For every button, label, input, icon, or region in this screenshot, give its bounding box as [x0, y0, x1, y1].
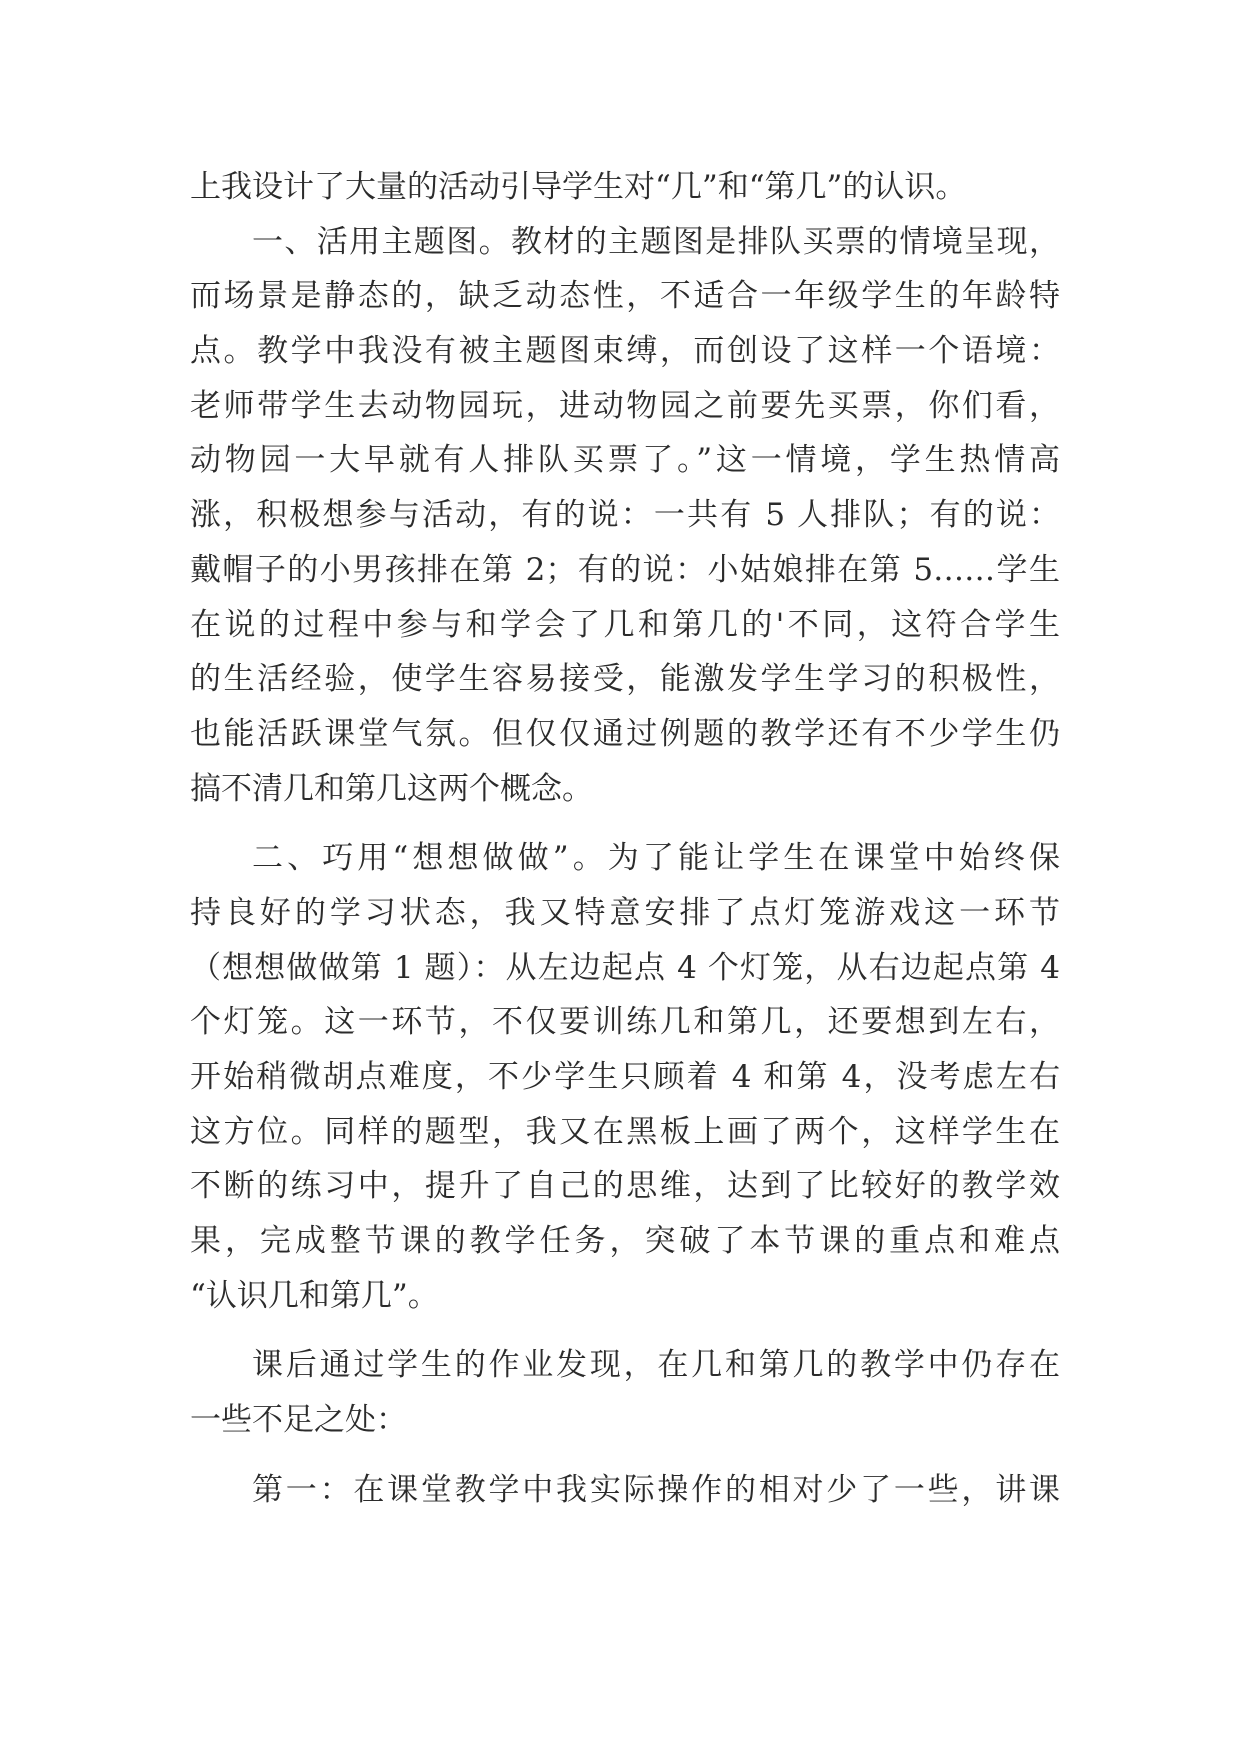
text-line: 搞不清几和第几这两个概念。: [190, 770, 593, 807]
body-text: [190, 160, 1060, 1518]
text-line: 上我设计了大量的活动引导学生对“几”和“第几”的认识。: [190, 169, 967, 205]
text-line: 个灯笼。这一环节，不仅要训练几和第几，还要想到左右，: [190, 1004, 1060, 1041]
text-line: 在说的过程中参与和学会了几和第几的'不同，这符合学生: [190, 606, 1060, 643]
text-line: 涨，积极想参与活动，有的说：一共有 5 人排队；有的说：: [190, 497, 1060, 534]
text-line: 课后通过学生的作业发现，在几和第几的教学中仍存在: [252, 1347, 1060, 1384]
text-line: 也能活跃课堂气氛。但仅仅通过例题的教学还有不少学生仍: [190, 715, 1060, 752]
text-line: 果，完成整节课的教学任务，突破了本节课的重点和难点: [190, 1223, 1060, 1260]
text-line: 戴帽子的小男孩排在第 2；有的说：小姑娘排在第 5……学生: [190, 551, 1060, 588]
text-line: 点。教学中我没有被主题图束缚，而创设了这样一个语境：: [190, 333, 1060, 370]
text-line: 一、活用主题图。教材的主题图是排队买票的情境呈现，: [252, 223, 1060, 260]
text-line: “认识几和第几”。: [190, 1277, 439, 1314]
text-line: 不断的练习中，提升了自己的思维，达到了比较好的教学效: [190, 1168, 1060, 1205]
text-line: 这方位。同样的题型，我又在黑板上画了两个，这样学生在: [190, 1113, 1060, 1150]
text-line: （想想做做第 1 题）：从左边起点 4 个灯笼，从右边起点第 4: [190, 949, 1060, 986]
text-line: 持良好的学习状态，我又特意安排了点灯笼游戏这一环节: [190, 894, 1060, 931]
text-line: 第一：在课堂教学中我实际操作的相对少了一些，讲课: [252, 1471, 1060, 1508]
text-line: 老师带学生去动物园玩，进动物园之前要先买票，你们看，: [190, 387, 1060, 424]
text-line: 的生活经验，使学生容易接受，能激发学生学习的积极性，: [190, 661, 1060, 698]
text-line: 动物园一大早就有人排队买票了。”这一情境，学生热情高: [190, 442, 1060, 479]
text-line: 二、巧用“想想做做”。为了能让学生在课堂中始终保: [252, 840, 1060, 877]
text-line: 一些不足之处：: [190, 1402, 407, 1439]
text-line: 而场景是静态的，缺乏动态性，不适合一年级学生的年龄特: [190, 278, 1060, 315]
text-line: 开始稍微胡点难度，不少学生只顾着 4 和第 4，没考虑左右: [190, 1059, 1060, 1095]
